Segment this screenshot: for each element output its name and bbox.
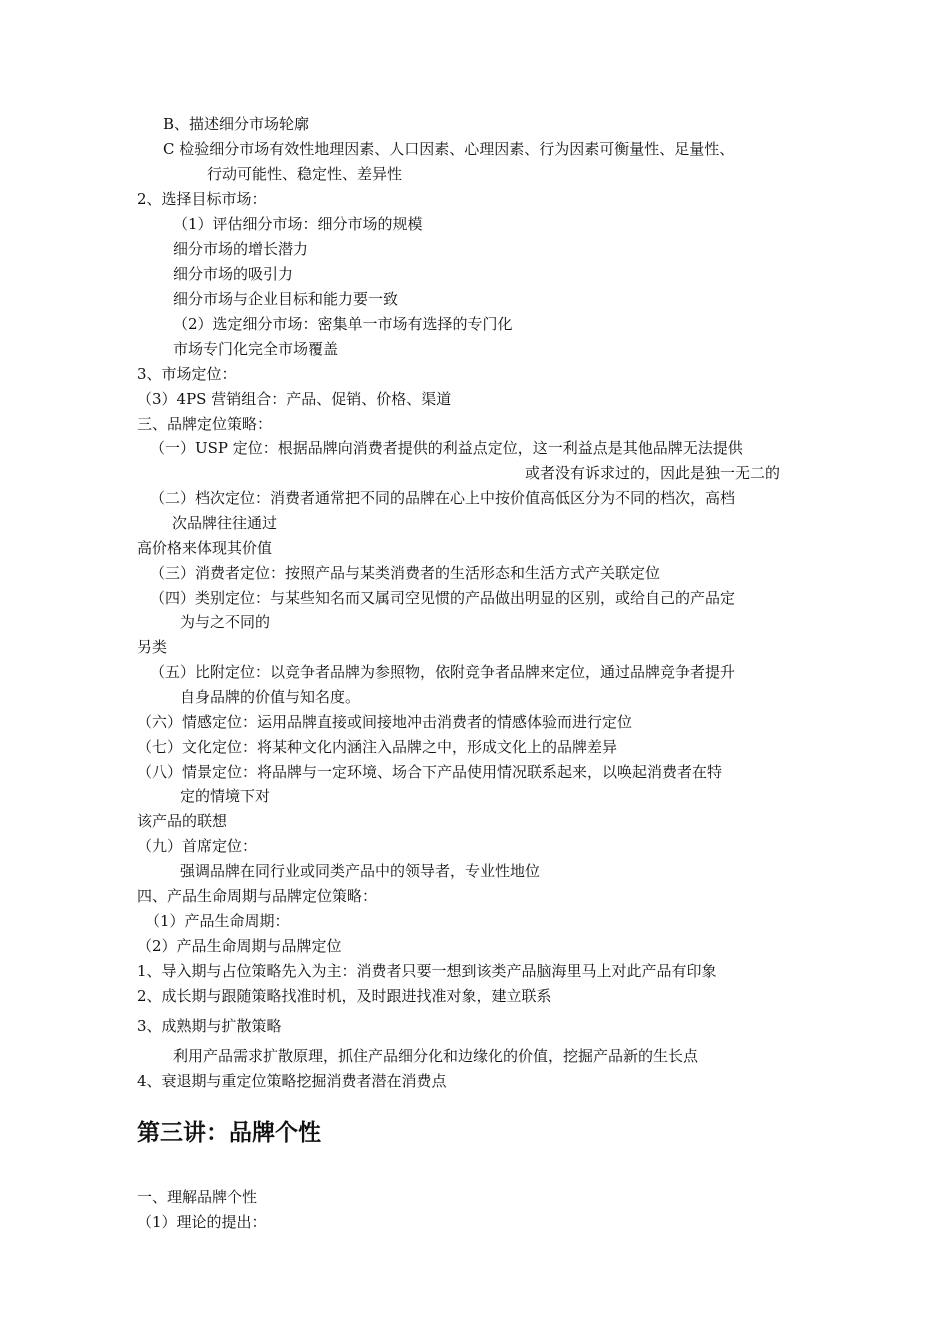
text-line: 利用产品需求扩散原理，抓住产品细分化和边缘化的价值，挖掘产品新的生长点: [173, 1047, 699, 1065]
text-line: 定的情境下对: [180, 787, 271, 805]
text-line: 或者没有诉求过的，因此是独一无二的: [525, 464, 781, 482]
text-line: （六）情感定位：运用品牌直接或间接地冲击消费者的情感体验而进行定位: [137, 713, 633, 731]
text-line: （1）评估细分市场：细分市场的规模: [173, 215, 423, 233]
text-line: 三、品牌定位策略：: [137, 415, 273, 433]
text-line: 自身品牌的价值与知名度。: [180, 688, 361, 706]
text-line: （八）情景定位：将品牌与一定环境、场合下产品使用情况联系起来，以唤起消费者在特: [137, 763, 723, 781]
text-line: B、描述细分市场轮廓: [163, 115, 310, 133]
text-line: 2、成长期与跟随策略找准时机，及时跟进找准对象，建立联系: [137, 987, 552, 1005]
text-line: （1）产品生命周期：: [145, 912, 290, 930]
text-line: 2、选择目标市场：: [137, 190, 267, 208]
text-line: （3）4PS 营销组合：产品、促销、价格、渠道: [137, 390, 452, 408]
text-line: 一、理解品牌个性: [137, 1188, 258, 1206]
text-line: 市场专门化完全市场覆盖: [173, 340, 339, 358]
text-line: （2）产品生命周期与品牌定位: [137, 937, 342, 955]
text-line: 4、衰退期与重定位策略挖掘消费者潜在消费点: [137, 1072, 447, 1090]
text-line: （三）消费者定位：按照产品与某类消费者的生活形态和生活方式产关联定位: [150, 564, 661, 582]
text-line: 为与之不同的: [180, 613, 271, 631]
text-line: 3、市场定位：: [137, 365, 237, 383]
text-line: 3、成熟期与扩散策略: [137, 1017, 282, 1035]
text-line: 该产品的联想: [137, 812, 228, 830]
text-line: 高价格来体现其价值: [137, 539, 273, 557]
text-line: （五）比附定位：以竞争者品牌为参照物，依附竞争者品牌来定位，通过品牌竞争者提升: [150, 663, 736, 681]
text-line: （一）USP 定位：根据品牌向消费者提供的利益点定位，这一利益点是其他品牌无法提供: [150, 439, 743, 457]
text-line: 四、产品生命周期与品牌定位策略：: [137, 887, 378, 905]
text-line: （2）选定细分市场：密集单一市场有选择的专门化: [173, 315, 513, 333]
text-line: 行动可能性、稳定性、差异性: [207, 165, 403, 183]
text-line: （四）类别定位：与某些知名而又属司空见惯的产品做出明显的区别，或给自己的产品定: [150, 589, 736, 607]
text-line: （七）文化定位：将某种文化内涵注入品牌之中，形成文化上的品牌差异: [137, 738, 618, 756]
text-line: 强调品牌在同行业或同类产品中的领导者，专业性地位: [180, 862, 541, 880]
text-line: 1、导入期与占位策略先入为主：消费者只要一想到该类产品脑海里马上对此产品有印象: [137, 962, 717, 980]
text-line: （1）理论的提出：: [137, 1213, 267, 1231]
text-line: （九）首席定位：: [137, 837, 258, 855]
text-line: 细分市场与企业目标和能力要一致: [173, 290, 399, 308]
text-line: 另类: [137, 638, 168, 656]
text-line: （二）档次定位：消费者通常把不同的品牌在心上中按价值高低区分为不同的档次，高档: [150, 489, 736, 507]
section-heading: 第三讲：品牌个性: [137, 1120, 321, 1146]
text-line: 细分市场的增长潜力: [173, 240, 309, 258]
text-line: 次品牌往往通过: [172, 514, 278, 532]
text-line: C 检验细分市场有效性地理因素、人口因素、心理因素、行为因素可衡量性、足量性、: [163, 140, 735, 158]
text-line: 细分市场的吸引力: [173, 265, 294, 283]
